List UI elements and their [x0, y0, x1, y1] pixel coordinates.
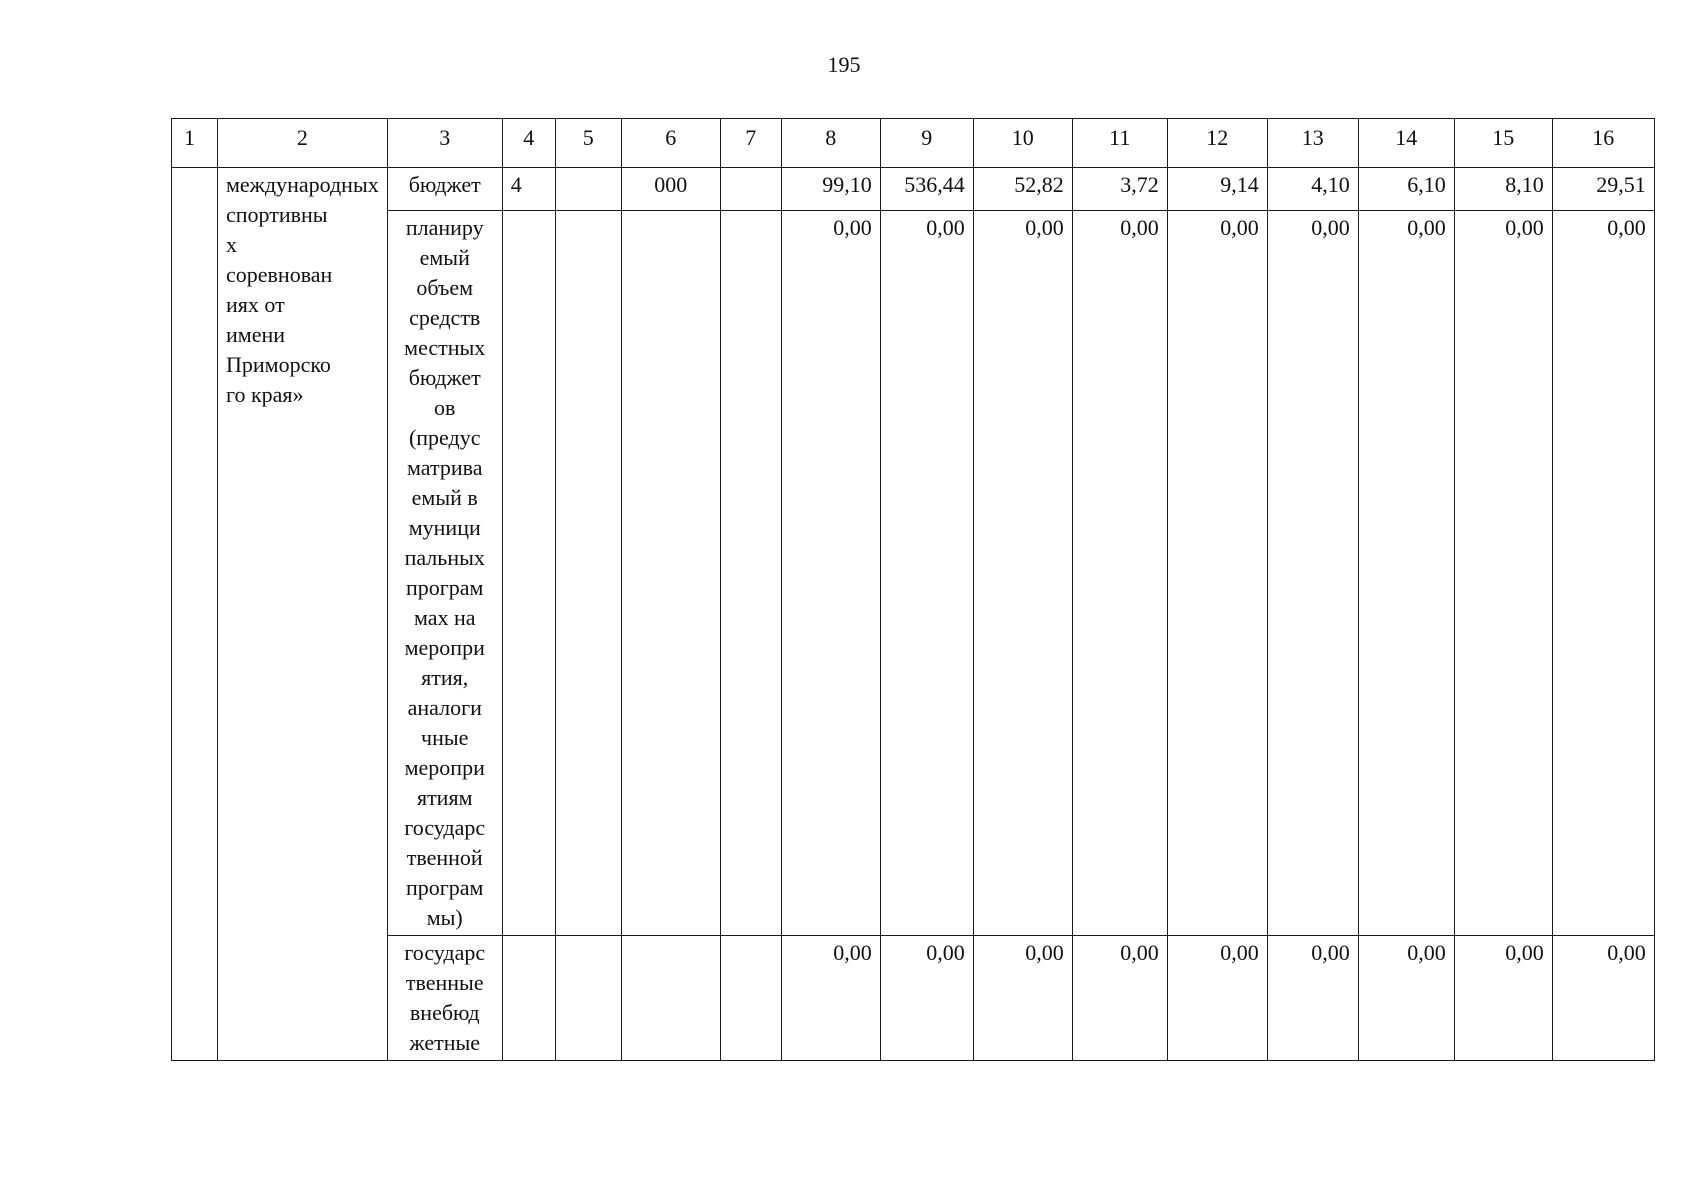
code-cell: 4: [502, 168, 555, 211]
amount-cell: 0,00: [1454, 211, 1552, 936]
table-row: [172, 936, 1655, 1061]
code-cell: [502, 936, 555, 1061]
table-row: [172, 168, 1655, 211]
column-header: 6: [621, 119, 720, 168]
column-header: 3: [387, 119, 502, 168]
amount-cell: 0,00: [1072, 211, 1167, 936]
code-cell: [720, 211, 781, 936]
column-header: 2: [218, 119, 388, 168]
code-cell: [720, 168, 781, 211]
row-number-cell: [172, 168, 218, 1061]
column-header: 13: [1267, 119, 1358, 168]
column-header: 16: [1552, 119, 1654, 168]
amount-cell: 4,10: [1267, 168, 1358, 211]
amount-cell: 0,00: [781, 936, 880, 1061]
amount-cell: 0,00: [781, 211, 880, 936]
code-cell: [555, 211, 621, 936]
amount-cell: 536,44: [880, 168, 973, 211]
amount-cell: 0,00: [1358, 936, 1454, 1061]
amount-cell: 0,00: [1552, 211, 1654, 936]
code-cell: [720, 936, 781, 1061]
table-header-row: [172, 119, 1655, 168]
page-number: 195: [827, 52, 861, 77]
amount-cell: 8,10: [1454, 168, 1552, 211]
amount-cell: 0,00: [1167, 936, 1267, 1061]
amount-cell: 9,14: [1167, 168, 1267, 211]
amount-cell: 29,51: [1552, 168, 1654, 211]
amount-cell: 0,00: [1358, 211, 1454, 936]
amount-cell: 0,00: [1454, 936, 1552, 1061]
column-header: 11: [1072, 119, 1167, 168]
code-cell: 000: [621, 168, 720, 211]
column-header: 4: [502, 119, 555, 168]
amount-cell: 0,00: [1167, 211, 1267, 936]
funding-source-cell: государс твенные внебюд жетные: [387, 936, 502, 1061]
column-header: 12: [1167, 119, 1267, 168]
table-row: [172, 211, 1655, 936]
column-header: 1: [172, 119, 218, 168]
funding-source-cell: планиру емый объем средств местных бюджет ов (предус матрива емый в муници пальных програм мах на меропри ятия, аналоги чные меропри ятиям государс твенной програм мы): [387, 211, 502, 936]
column-header: 10: [973, 119, 1072, 168]
amount-cell: 0,00: [1267, 211, 1358, 936]
amount-cell: 6,10: [1358, 168, 1454, 211]
amount-cell: 0,00: [880, 211, 973, 936]
amount-cell: 0,00: [973, 211, 1072, 936]
column-header: 5: [555, 119, 621, 168]
column-header: 15: [1454, 119, 1552, 168]
code-cell: [555, 936, 621, 1061]
code-cell: [502, 211, 555, 936]
amount-cell: 99,10: [781, 168, 880, 211]
amount-cell: 0,00: [1072, 936, 1167, 1061]
event-name-cell: международных спортивны х соревнован иях от имени Приморско го края»: [218, 168, 388, 1061]
column-header: 14: [1358, 119, 1454, 168]
amount-cell: 0,00: [880, 936, 973, 1061]
code-cell: [621, 211, 720, 936]
amount-cell: 0,00: [1552, 936, 1654, 1061]
budget-table: [171, 118, 1655, 1061]
funding-source-cell: бюджет: [387, 168, 502, 211]
amount-cell: 0,00: [973, 936, 1072, 1061]
amount-cell: 3,72: [1072, 168, 1167, 211]
amount-cell: 0,00: [1267, 936, 1358, 1061]
column-header: 9: [880, 119, 973, 168]
code-cell: [621, 936, 720, 1061]
column-header: 7: [720, 119, 781, 168]
code-cell: [555, 168, 621, 211]
amount-cell: 52,82: [973, 168, 1072, 211]
column-header: 8: [781, 119, 880, 168]
